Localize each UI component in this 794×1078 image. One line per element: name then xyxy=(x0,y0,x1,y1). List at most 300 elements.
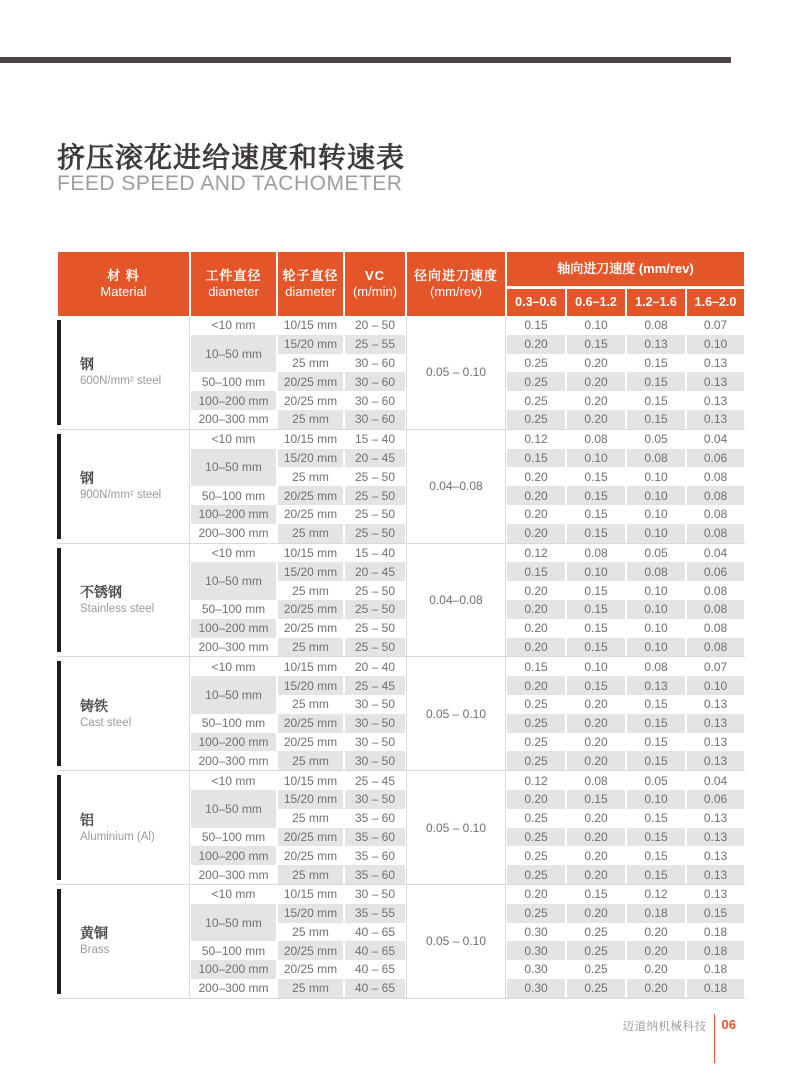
wheel-diameter-cell: 20/25 mm xyxy=(283,507,338,522)
axial-feed-cell: 0.25 xyxy=(506,828,566,847)
axial-feed-cell: 0.15 xyxy=(644,848,668,863)
material-cell xyxy=(57,771,190,884)
header-radial-feed xyxy=(406,252,506,316)
material-name-zh: 不锈钢 xyxy=(80,583,122,600)
axial-feed-cell: 0.25 xyxy=(584,924,608,939)
axial-feed-cell: 0.10 xyxy=(644,621,668,636)
vc-cell: 30 – 60 xyxy=(354,355,396,370)
axial-feed-cell: 0.08 xyxy=(644,318,668,333)
axial-feed-cell: 0.15 xyxy=(626,865,686,884)
material-label xyxy=(80,924,189,958)
axial-feed-cell: 0.13 xyxy=(703,355,728,370)
wheel-diameter-cell: 20/25 mm xyxy=(283,734,338,749)
axial-feed-cell: 0.13 xyxy=(703,697,728,712)
axial-feed-cell: 0.20 xyxy=(584,697,608,712)
axial-feed-cell: 0.15 xyxy=(626,751,686,770)
wheel-diameter-cell: 20/25 mm xyxy=(277,600,344,619)
material-cell xyxy=(57,657,190,770)
axial-feed-cell: 0.10 xyxy=(686,676,745,695)
wheel-diameter-cell: 15/20 mm xyxy=(277,904,344,923)
page-title: 挤压滚花进给速度和转速表 xyxy=(57,142,406,173)
axial-feed-cell: 0.08 xyxy=(686,600,745,619)
material-cell xyxy=(57,544,190,657)
table-body xyxy=(57,316,745,999)
wheel-diameter-cell: 15/20 mm xyxy=(277,449,344,468)
axial-feed-cell: 0.10 xyxy=(626,486,686,505)
vc-cell: 35 – 60 xyxy=(354,811,396,826)
header-work-diameter-zh: 工件直径 xyxy=(205,267,262,283)
vc-cell: 35 – 60 xyxy=(344,828,406,847)
wheel-diameter-cell: 20/25 mm xyxy=(283,621,338,636)
axial-feed-cell: 0.13 xyxy=(703,887,728,902)
axial-feed-cell: 0.25 xyxy=(524,697,548,712)
axial-feed-cell: 0.25 xyxy=(566,979,626,998)
work-diameter-cell: 200–300 mm xyxy=(198,753,269,768)
material-cell xyxy=(57,430,190,543)
material-label xyxy=(80,697,189,731)
wheel-diameter-cell: 10/15 mm xyxy=(283,887,338,902)
axial-feed-cell: 0.15 xyxy=(584,583,608,598)
work-diameter-cell: 200–300 mm xyxy=(198,526,269,541)
axial-feed-cell: 0.13 xyxy=(703,734,728,749)
axial-feed-cell: 0.13 xyxy=(703,811,728,826)
axial-feed-cell: 0.15 xyxy=(626,372,686,391)
vc-cell: 25 – 50 xyxy=(354,469,396,484)
axial-feed-cell: 0.20 xyxy=(506,676,566,695)
axial-feed-cell: 0.18 xyxy=(703,962,728,977)
header-axial-range-1: 0.3–0.6 xyxy=(506,289,566,316)
wheel-diameter-cell: 25 mm xyxy=(292,811,329,826)
material-name-zh: 铝 xyxy=(80,811,94,828)
axial-feed-cell: 0.20 xyxy=(584,393,608,408)
wheel-diameter-cell: 15/20 mm xyxy=(277,790,344,809)
work-diameter-cell: <10 mm xyxy=(211,432,256,447)
axial-feed-cell: 0.25 xyxy=(506,372,566,391)
axial-feed-cell: 0.15 xyxy=(566,676,626,695)
axial-feed-cell: 0.15 xyxy=(566,486,626,505)
wheel-diameter-cell: 25 mm xyxy=(292,583,329,598)
work-diameter-cell: <10 mm xyxy=(211,887,256,902)
axial-feed-cell: 0.20 xyxy=(644,924,668,939)
work-diameter-cell: 100–200 mm xyxy=(190,733,277,752)
vc-cell: 40 – 65 xyxy=(354,962,396,977)
work-diameter-cell: 10–50 mm xyxy=(190,904,277,942)
work-diameter-cell: 10–50 mm xyxy=(190,562,277,600)
material-name-en: Aluminium (Al) xyxy=(80,830,155,843)
wheel-diameter-cell: 25 mm xyxy=(277,410,344,429)
radial-feed-cell: 0.04–0.08 xyxy=(406,430,506,543)
header-radial-feed-unit: (mm/rev) xyxy=(430,284,482,299)
axial-feed-cell: 0.08 xyxy=(703,583,728,598)
axial-feed-cell: 0.08 xyxy=(584,432,608,447)
vc-cell: 30 – 50 xyxy=(344,714,406,733)
axial-feed-cell: 0.25 xyxy=(506,904,566,923)
work-diameter-cell: <10 mm xyxy=(211,773,256,788)
wheel-diameter-cell: 15/20 mm xyxy=(277,562,344,581)
wheel-diameter-cell: 15/20 mm xyxy=(277,676,344,695)
axial-feed-cell: 0.10 xyxy=(644,469,668,484)
wheel-diameter-cell: 20/25 mm xyxy=(277,486,344,505)
axial-feed-cell: 0.06 xyxy=(686,790,745,809)
axial-feed-cell: 0.13 xyxy=(686,410,745,429)
axial-feed-cell: 0.08 xyxy=(626,449,686,468)
radial-feed-cell: 0.05 – 0.10 xyxy=(406,316,506,429)
axial-feed-cell: 0.15 xyxy=(644,393,668,408)
material-block xyxy=(57,885,745,999)
axial-feed-cell: 0.20 xyxy=(584,355,608,370)
work-diameter-cell: 10–50 mm xyxy=(190,790,277,828)
work-diameter-cell: 200–300 mm xyxy=(198,412,269,427)
vc-cell: 30 – 60 xyxy=(344,372,406,391)
axial-feed-cell: 0.15 xyxy=(566,335,626,354)
axial-feed-cell: 0.08 xyxy=(584,773,608,788)
axial-feed-cell: 0.15 xyxy=(506,562,566,581)
material-name-en: 900N/mm² steel xyxy=(80,489,162,502)
work-diameter-cell: <10 mm xyxy=(211,545,256,560)
material-block xyxy=(57,316,745,430)
vc-cell: 30 – 50 xyxy=(354,697,396,712)
work-diameter-cell: 50–100 mm xyxy=(201,488,266,503)
axial-feed-cell: 0.10 xyxy=(584,659,608,674)
wheel-diameter-cell: 20/25 mm xyxy=(283,848,338,863)
header-vc xyxy=(344,252,406,316)
wheel-diameter-cell: 20/25 mm xyxy=(277,714,344,733)
axial-feed-cell: 0.20 xyxy=(506,335,566,354)
axial-feed-cell: 0.10 xyxy=(566,562,626,581)
axial-feed-cell: 0.13 xyxy=(703,393,728,408)
material-label xyxy=(80,469,189,503)
axial-feed-cell: 0.04 xyxy=(703,773,728,788)
axial-feed-cell: 0.20 xyxy=(566,714,626,733)
top-rule xyxy=(0,57,731,63)
axial-feed-cell: 0.15 xyxy=(524,659,548,674)
axial-feed-cell: 0.20 xyxy=(524,469,548,484)
axial-feed-cell: 0.30 xyxy=(524,962,548,977)
axial-feed-cell: 0.15 xyxy=(644,355,668,370)
material-cell xyxy=(57,316,190,429)
wheel-diameter-cell: 10/15 mm xyxy=(283,432,338,447)
header-axial-range-2: 0.6–1.2 xyxy=(566,289,626,316)
axial-feed-cell: 0.25 xyxy=(506,410,566,429)
vc-cell: 25 – 45 xyxy=(344,676,406,695)
axial-feed-cell: 0.18 xyxy=(703,924,728,939)
material-name-zh: 黄铜 xyxy=(80,925,108,942)
axial-feed-cell: 0.08 xyxy=(686,638,745,657)
vc-cell: 25 – 50 xyxy=(344,600,406,619)
axial-feed-cell: 0.15 xyxy=(566,600,626,619)
vc-cell: 20 – 50 xyxy=(354,318,396,333)
axial-feed-cell: 0.12 xyxy=(524,545,548,560)
vc-cell: 15 – 40 xyxy=(354,432,396,447)
vc-cell: 25 – 50 xyxy=(344,638,406,657)
vc-cell: 25 – 50 xyxy=(344,524,406,543)
axial-feed-cell: 0.10 xyxy=(686,335,745,354)
header-material xyxy=(57,252,190,316)
axial-feed-cell: 0.25 xyxy=(506,751,566,770)
axial-feed-cell: 0.15 xyxy=(626,410,686,429)
work-diameter-cell: 50–100 mm xyxy=(201,829,266,844)
vc-cell: 25 – 55 xyxy=(344,335,406,354)
axial-feed-cell: 0.25 xyxy=(524,393,548,408)
axial-feed-cell: 0.08 xyxy=(703,621,728,636)
vc-cell: 30 – 50 xyxy=(354,887,396,902)
axial-feed-cell: 0.20 xyxy=(584,734,608,749)
work-diameter-cell: 100–200 mm xyxy=(190,391,277,410)
material-name-zh: 铸铁 xyxy=(80,697,108,714)
axial-feed-cell: 0.20 xyxy=(566,828,626,847)
wheel-diameter-cell: 25 mm xyxy=(277,524,344,543)
header-radial-feed-zh: 径向进刀速度 xyxy=(413,267,498,283)
wheel-diameter-cell: 15/20 mm xyxy=(277,335,344,354)
axial-feed-cell: 0.15 xyxy=(626,828,686,847)
axial-feed-cell: 0.20 xyxy=(524,507,548,522)
axial-feed-cell: 0.13 xyxy=(686,865,745,884)
wheel-diameter-cell: 10/15 mm xyxy=(283,318,338,333)
axial-feed-cell: 0.10 xyxy=(626,790,686,809)
material-accent-bar xyxy=(57,434,61,539)
radial-feed-cell: 0.05 – 0.10 xyxy=(406,771,506,884)
axial-feed-cell: 0.25 xyxy=(566,941,626,960)
work-diameter-cell: 200–300 mm xyxy=(198,639,269,654)
axial-feed-cell: 0.05 xyxy=(644,432,668,447)
work-diameter-cell: 100–200 mm xyxy=(190,505,277,524)
vc-cell: 30 – 50 xyxy=(354,734,396,749)
axial-feed-cell: 0.25 xyxy=(524,811,548,826)
work-diameter-cell: 50–100 mm xyxy=(201,602,266,617)
vc-cell: 35 – 60 xyxy=(354,848,396,863)
axial-feed-cell: 0.10 xyxy=(644,583,668,598)
material-accent-bar xyxy=(57,548,61,653)
material-name-en: Stainless steel xyxy=(80,602,155,615)
axial-feed-cell: 0.15 xyxy=(626,714,686,733)
wheel-diameter-cell: 20/25 mm xyxy=(283,393,338,408)
axial-feed-cell: 0.18 xyxy=(686,941,745,960)
axial-feed-cell: 0.08 xyxy=(584,545,608,560)
wheel-diameter-cell: 25 mm xyxy=(277,638,344,657)
axial-feed-cell: 0.20 xyxy=(524,621,548,636)
axial-feed-cell: 0.20 xyxy=(584,848,608,863)
wheel-diameter-cell: 25 mm xyxy=(292,924,329,939)
axial-feed-cell: 0.20 xyxy=(506,638,566,657)
vc-cell: 30 – 50 xyxy=(344,751,406,770)
material-block xyxy=(57,544,745,658)
axial-feed-cell: 0.25 xyxy=(524,734,548,749)
material-cell xyxy=(57,885,190,998)
axial-feed-cell: 0.20 xyxy=(506,524,566,543)
wheel-diameter-cell: 20/25 mm xyxy=(277,828,344,847)
vc-cell: 25 – 50 xyxy=(354,621,396,636)
vc-cell: 25 – 50 xyxy=(344,486,406,505)
header-wheel-diameter-zh: 轮子直径 xyxy=(282,267,339,283)
axial-feed-cell: 0.07 xyxy=(703,318,728,333)
work-diameter-cell: 100–200 mm xyxy=(190,846,277,865)
axial-feed-cell: 0.13 xyxy=(686,372,745,391)
axial-feed-cell: 0.20 xyxy=(566,372,626,391)
work-diameter-cell: 100–200 mm xyxy=(190,960,277,979)
material-block xyxy=(57,430,745,544)
material-name-en: 600N/mm² steel xyxy=(80,375,162,388)
wheel-diameter-cell: 25 mm xyxy=(292,355,329,370)
footer-divider xyxy=(714,1014,715,1063)
axial-feed-cell: 0.20 xyxy=(566,751,626,770)
axial-feed-cell: 0.15 xyxy=(644,811,668,826)
vc-cell: 20 – 40 xyxy=(354,659,396,674)
header-work-diameter xyxy=(190,252,277,316)
axial-feed-cell: 0.20 xyxy=(644,962,668,977)
axial-feed-cell: 0.20 xyxy=(626,941,686,960)
axial-feed-cell: 0.08 xyxy=(703,507,728,522)
material-name-zh: 钢 xyxy=(80,356,94,373)
axial-feed-cell: 0.25 xyxy=(584,962,608,977)
axial-feed-cell: 0.20 xyxy=(566,865,626,884)
work-diameter-cell: 50–100 mm xyxy=(201,943,266,958)
work-diameter-cell: 100–200 mm xyxy=(190,619,277,638)
axial-feed-cell: 0.08 xyxy=(703,469,728,484)
axial-feed-cell: 0.20 xyxy=(566,410,626,429)
header-material-en: Material xyxy=(100,284,147,299)
page-subtitle: FEED SPEED AND TACHOMETER xyxy=(57,172,403,195)
axial-feed-cell: 0.15 xyxy=(566,638,626,657)
work-diameter-cell: 50–100 mm xyxy=(201,716,266,731)
axial-feed-cell: 0.08 xyxy=(644,659,668,674)
header-material-zh: 材 料 xyxy=(107,267,140,283)
axial-feed-cell: 0.13 xyxy=(626,335,686,354)
vc-cell: 35 – 60 xyxy=(344,865,406,884)
axial-feed-cell: 0.13 xyxy=(686,751,745,770)
axial-feed-cell: 0.08 xyxy=(626,562,686,581)
material-accent-bar xyxy=(57,320,61,425)
axial-feed-cell: 0.25 xyxy=(506,865,566,884)
axial-feed-cell: 0.12 xyxy=(524,773,548,788)
axial-feed-cell: 0.13 xyxy=(686,828,745,847)
axial-feed-cell: 0.15 xyxy=(584,507,608,522)
material-label xyxy=(80,355,189,389)
material-name-en: Cast steel xyxy=(80,716,132,729)
axial-feed-cell: 0.06 xyxy=(686,449,745,468)
material-accent-bar xyxy=(57,775,61,880)
footer-company: 迈道纳机械科技 xyxy=(622,1021,707,1033)
axial-feed-cell: 0.13 xyxy=(626,676,686,695)
material-label xyxy=(80,583,189,617)
axial-feed-cell: 0.15 xyxy=(506,449,566,468)
work-diameter-cell: 50–100 mm xyxy=(201,374,266,389)
material-name-zh: 钢 xyxy=(80,470,94,487)
vc-cell: 40 – 65 xyxy=(344,979,406,998)
wheel-diameter-cell: 10/15 mm xyxy=(283,545,338,560)
header-axial-range-4: 1.6–2.0 xyxy=(686,289,745,316)
axial-feed-cell: 0.12 xyxy=(524,432,548,447)
vc-cell: 15 – 40 xyxy=(354,545,396,560)
axial-feed-cell: 0.20 xyxy=(506,790,566,809)
axial-feed-cell: 0.20 xyxy=(506,486,566,505)
axial-feed-cell: 0.15 xyxy=(566,524,626,543)
wheel-diameter-cell: 25 mm xyxy=(277,751,344,770)
axial-feed-cell: 0.15 xyxy=(644,734,668,749)
axial-feed-cell: 0.20 xyxy=(566,904,626,923)
axial-feed-cell: 0.10 xyxy=(626,524,686,543)
axial-feed-cell: 0.10 xyxy=(566,449,626,468)
vc-cell: 40 – 65 xyxy=(344,941,406,960)
material-label xyxy=(80,811,189,845)
work-diameter-cell: 10–50 mm xyxy=(190,676,277,714)
work-diameter-cell: 200–300 mm xyxy=(198,981,269,996)
header-axial-range-3: 1.2–1.6 xyxy=(626,289,686,316)
wheel-diameter-cell: 25 mm xyxy=(277,865,344,884)
axial-feed-cell: 0.04 xyxy=(703,432,728,447)
axial-feed-cell: 0.15 xyxy=(584,887,608,902)
page-number: 06 xyxy=(721,1017,736,1032)
axial-feed-cell: 0.30 xyxy=(506,941,566,960)
work-diameter-cell: <10 mm xyxy=(211,659,256,674)
axial-feed-cell: 0.08 xyxy=(686,524,745,543)
axial-feed-cell: 0.20 xyxy=(524,583,548,598)
vc-cell: 20 – 45 xyxy=(344,449,406,468)
axial-feed-cell: 0.10 xyxy=(644,507,668,522)
vc-cell: 30 – 50 xyxy=(344,790,406,809)
axial-feed-cell: 0.10 xyxy=(626,638,686,657)
vc-cell: 20 – 45 xyxy=(344,562,406,581)
axial-feed-cell: 0.13 xyxy=(686,714,745,733)
radial-feed-cell: 0.05 – 0.10 xyxy=(406,657,506,770)
axial-feed-cell: 0.30 xyxy=(524,924,548,939)
feed-speed-table xyxy=(57,252,745,999)
wheel-diameter-cell: 10/15 mm xyxy=(283,773,338,788)
material-accent-bar xyxy=(57,889,61,994)
vc-cell: 25 – 50 xyxy=(354,507,396,522)
axial-feed-cell: 0.25 xyxy=(506,714,566,733)
axial-feed-cell: 0.20 xyxy=(506,600,566,619)
axial-feed-cell: 0.18 xyxy=(686,979,745,998)
axial-feed-cell: 0.15 xyxy=(644,697,668,712)
axial-feed-cell: 0.15 xyxy=(584,469,608,484)
vc-cell: 40 – 65 xyxy=(354,924,396,939)
axial-feed-cell: 0.10 xyxy=(584,318,608,333)
vc-cell: 30 – 60 xyxy=(354,393,396,408)
axial-feed-cell: 0.04 xyxy=(703,545,728,560)
axial-feed-cell: 0.05 xyxy=(644,545,668,560)
header-vc-unit: (m/min) xyxy=(352,284,398,299)
wheel-diameter-cell: 20/25 mm xyxy=(283,962,338,977)
work-diameter-cell: 10–50 mm xyxy=(190,335,277,373)
axial-feed-cell: 0.15 xyxy=(686,904,745,923)
axial-feed-cell: 0.20 xyxy=(626,979,686,998)
wheel-diameter-cell: 20/25 mm xyxy=(277,372,344,391)
header-wheel-diameter-en: diameter xyxy=(285,284,336,299)
work-diameter-cell: 200–300 mm xyxy=(198,867,269,882)
vc-cell: 30 – 60 xyxy=(344,410,406,429)
radial-feed-cell: 0.04–0.08 xyxy=(406,544,506,657)
vc-cell: 25 – 50 xyxy=(354,583,396,598)
axial-feed-cell: 0.25 xyxy=(524,355,548,370)
axial-feed-cell: 0.30 xyxy=(506,979,566,998)
axial-feed-cell: 0.05 xyxy=(644,773,668,788)
wheel-diameter-cell: 25 mm xyxy=(292,697,329,712)
axial-feed-cell: 0.10 xyxy=(626,600,686,619)
axial-feed-cell: 0.18 xyxy=(626,904,686,923)
axial-feed-cell: 0.06 xyxy=(686,562,745,581)
wheel-diameter-cell: 25 mm xyxy=(292,469,329,484)
material-accent-bar xyxy=(57,661,61,766)
vc-cell: 25 – 45 xyxy=(354,773,396,788)
work-diameter-cell: 10–50 mm xyxy=(190,449,277,487)
axial-feed-cell: 0.07 xyxy=(703,659,728,674)
work-diameter-cell: <10 mm xyxy=(211,318,256,333)
material-block xyxy=(57,771,745,885)
header-axial-feed-group: 轴向进刀速度 (mm/rev) xyxy=(506,252,745,286)
radial-feed-cell: 0.05 – 0.10 xyxy=(406,885,506,998)
material-name-en: Brass xyxy=(80,944,110,957)
page-footer xyxy=(623,1014,736,1063)
